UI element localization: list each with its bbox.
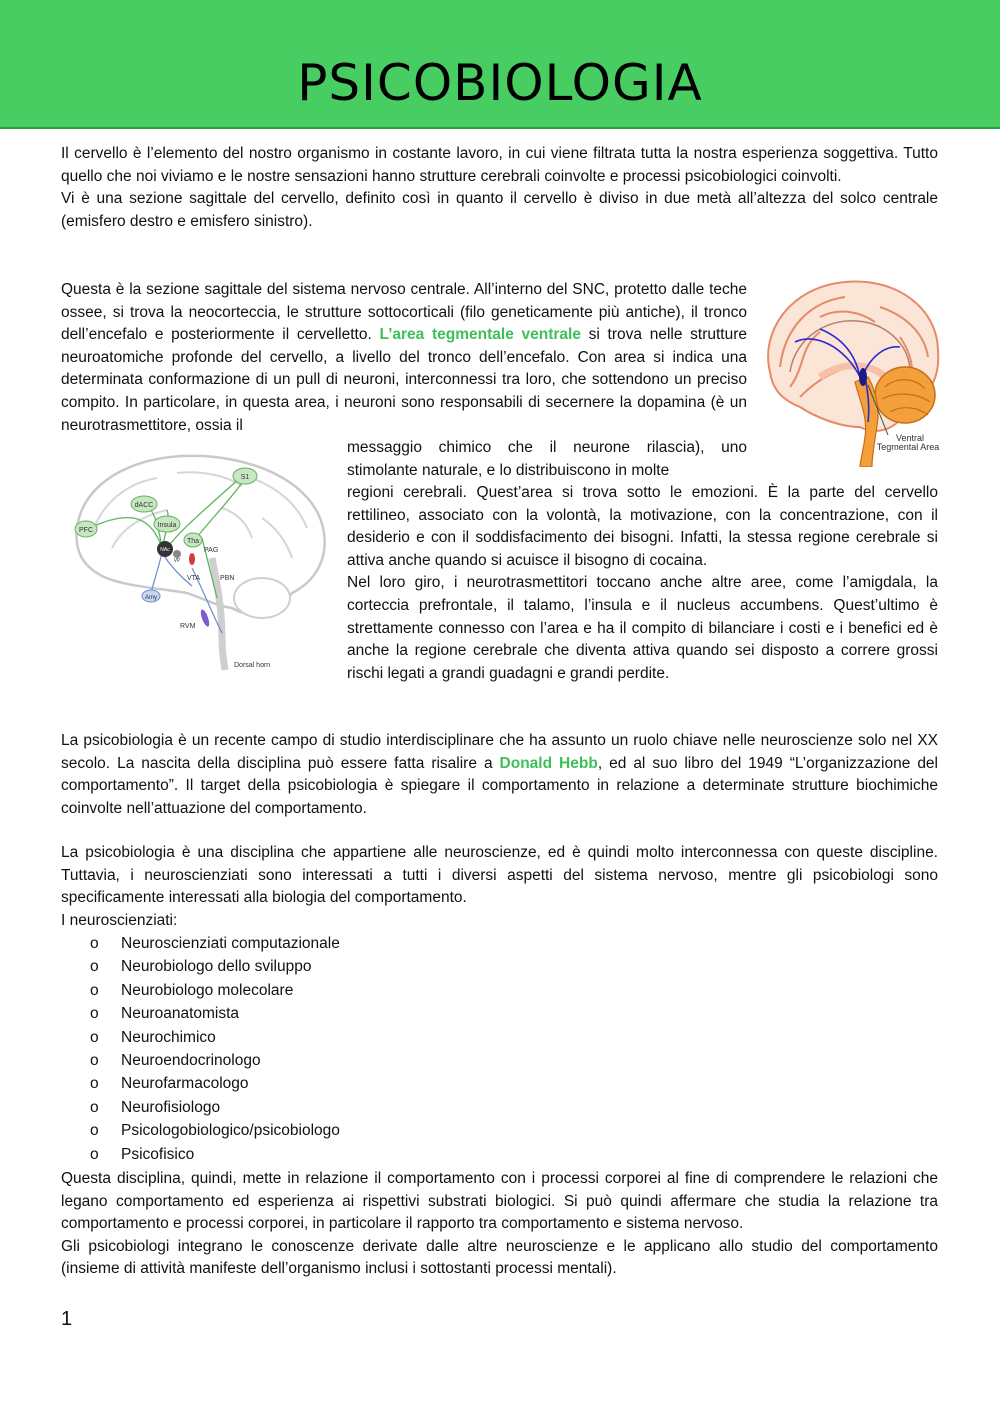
vta-small-label: VTA xyxy=(187,575,201,582)
list-item: o Psicofisico xyxy=(88,1143,340,1166)
pain-circuit-figure xyxy=(62,448,334,674)
page-title: PSICOBIOLOGIA xyxy=(297,54,703,112)
list-bullet: o xyxy=(90,1145,99,1163)
section3-block xyxy=(61,842,938,932)
section3-paragraph-1: La psicobiologia è una disciplina che appartiene alle neuroscienze, ed è quindi molto interconnessa con queste discipline. Tuttavia, i neuroscienziati sono interessati a tutti i diversi aspetti del sistema nervoso, mentre gli psicobiologi sono specificamente interessati alla biologia del comportamento. xyxy=(61,844,938,907)
list-item: o Neuroanatomista xyxy=(88,1002,340,1025)
list-bullet: o xyxy=(90,935,99,952)
pbn-label: PBN xyxy=(220,575,235,582)
intro-block xyxy=(61,143,938,233)
section2-paragraph xyxy=(61,730,938,820)
page-number: 1 xyxy=(61,1308,73,1330)
pain-circuit-illustration xyxy=(62,448,334,674)
list-bullet: o xyxy=(90,1098,99,1116)
vta-label-line1: Ventral xyxy=(895,433,925,443)
section3-paragraph-2: Questa disciplina, quindi, mette in relazione il comportamento con i processi corporei al fine di comprendere le relazioni che legano comportamento ed esperienza ai rispettivi substrati biologici. Si può quindi affermare che studia la relazione tra comportamento e processi corporei, in particolare il rapporto tra comportamento e sistema nervoso. xyxy=(61,1170,938,1233)
dorsal-horn-label: Dorsal horn xyxy=(234,662,271,669)
list-item: o Neuroendocrinologo xyxy=(88,1049,340,1072)
section1-paragraph-start xyxy=(61,279,747,437)
list-item: o Neuroscienziati computazionale xyxy=(88,932,340,955)
list-item: o Neurofarmacologo xyxy=(88,1072,340,1095)
list-bullet: o xyxy=(90,1075,99,1093)
section1-text-e: Nel loro giro, i neurotrasmettitori toccano anche altre aree, come l’amigdala, la corteccia prefrontale, il talamo, l’insula e il nucleus accumbens. Quest’ultimo è strettamente connesso con l’area e ha il compito di bilanciare i costi e i benefici ed è anche la regione cerebrale che diventa attiva quando sei disposto a correre grossi rischi legati a grandi guadagni e grandi perdite. xyxy=(347,574,938,682)
dacc-label: dACC xyxy=(134,502,154,509)
section1-middle xyxy=(347,437,747,482)
intro-paragraph-2: Vi è una sezione sagittale del cervello, definito così in quanto il cervello è diviso in due metà all’altezza del solco centrale (emisfero destro e emisfero sinistro). xyxy=(61,190,938,230)
section3-paragraph-3: Gli psicobiologi integrano le conoscenze derivate dalle altre neuroscienze e le applicano allo studio del comportamento (insieme di attività manifeste dell’organismo inclusi i sottostanti processi mentali). xyxy=(61,1237,938,1278)
list-bullet: o xyxy=(90,1028,99,1046)
section1-text-a: Questa è la sezione sagittale del sistema nervoso centrale. All’interno del SNC, protetto dalle teche ossee, si trova la neocorteccia, le strutture sottocorticali (filo geneticamente più antiche), il tronco dell’encefalo e posteriormente il cervelletto. xyxy=(61,281,747,344)
section2-text-b: , ed al suo libro del 1949 “L’organizzazione del comportamento”. Il target della psicobiologia è spiegare il comportamento in relazione a determinate strutture biochimiche coinvolte nell’attuazione del comportamento. xyxy=(61,754,938,817)
insula-label: Insula xyxy=(157,522,177,529)
pfc-label: PFC xyxy=(79,527,93,534)
section1-text-d: regioni cerebrali. Quest’area si trova sotto le emozioni. È la parte del cervello rettilineo, associato con la volontà, la motivazione, con la concentrazione, con il desiderio e con il soddisfacimento dei bisogni. Infatti, la stessa regione cerebrale si attiva anche quando si acuisce il bisogno di cocaina. xyxy=(347,484,938,569)
list-item: o Psicologobiologico/psicobiologo xyxy=(88,1119,340,1142)
vta-highlight: L’area tegmentale ventrale xyxy=(379,326,581,344)
vta-brain-illustration xyxy=(760,277,942,467)
section1-text-c: messaggio chimico che il neurone rilascia), uno stimolante naturale, e lo distribuiscono in molte xyxy=(347,439,747,479)
section1-text-b: si trova nelle strutture neuroatomiche profonde del cervello, a livello del tronco dell’encefalo. Con area si indica una determinata conformazione di un pull di neuroni, interconnessi tra loro, che sottendono un preciso compito. In particolare, in questa area, i neuroni sono responsabili di secernere la dopamina (è un neurotrasmettitore, ossia il xyxy=(61,326,747,434)
vta-brain-figure xyxy=(760,277,942,467)
intro-paragraph-1: Il cervello è l’elemento del nostro organismo in costante lavoro, in cui viene filtrata tutta la nostra esperienza soggettiva. Tutto quello che noi viviamo e le nostre sensazioni hanno strutture cerebrali coinvolte e processi psicobiologici coinvolti. xyxy=(61,145,938,185)
s1-label: S1 xyxy=(240,474,250,481)
vta-label-line2: Tegmental Area xyxy=(876,442,940,452)
section1-upper xyxy=(61,279,747,437)
nac-label: NAc xyxy=(160,547,170,553)
neuroscientist-list xyxy=(88,932,340,1166)
section3-closing xyxy=(61,1168,938,1281)
list-item: o Neurochimico xyxy=(88,1026,340,1049)
list-bullet: o xyxy=(90,958,99,976)
tha-label: Tha xyxy=(186,538,200,545)
list-item: o Neurofisiologo xyxy=(88,1096,340,1119)
list-bullet: o xyxy=(90,1052,99,1070)
section2-block xyxy=(61,730,938,820)
list-bullet: o xyxy=(90,1005,99,1023)
list-intro: I neuroscienziati: xyxy=(61,911,178,929)
section2-text-a: La psicobiologia è un recente campo di studio interdisciplinare che ha assunto un ruolo chiave nelle neuroscienze solo nel XX secolo. La nascita della disciplina può essere fatta risalire a xyxy=(61,732,938,772)
vp-label: VP xyxy=(173,558,181,564)
list-bullet: o xyxy=(90,1122,99,1140)
list-item: o Neurobiologo dello sviluppo xyxy=(88,955,340,978)
amy-label: Amy xyxy=(145,595,157,601)
list-item: o Neurobiologo molecolare xyxy=(88,979,340,1002)
section1-lower xyxy=(347,482,938,685)
list-bullet: o xyxy=(90,981,99,999)
pag-label: PAG xyxy=(204,547,219,554)
hebb-highlight: Donald Hebb xyxy=(499,754,598,772)
rvm-label: RVM xyxy=(180,623,196,630)
